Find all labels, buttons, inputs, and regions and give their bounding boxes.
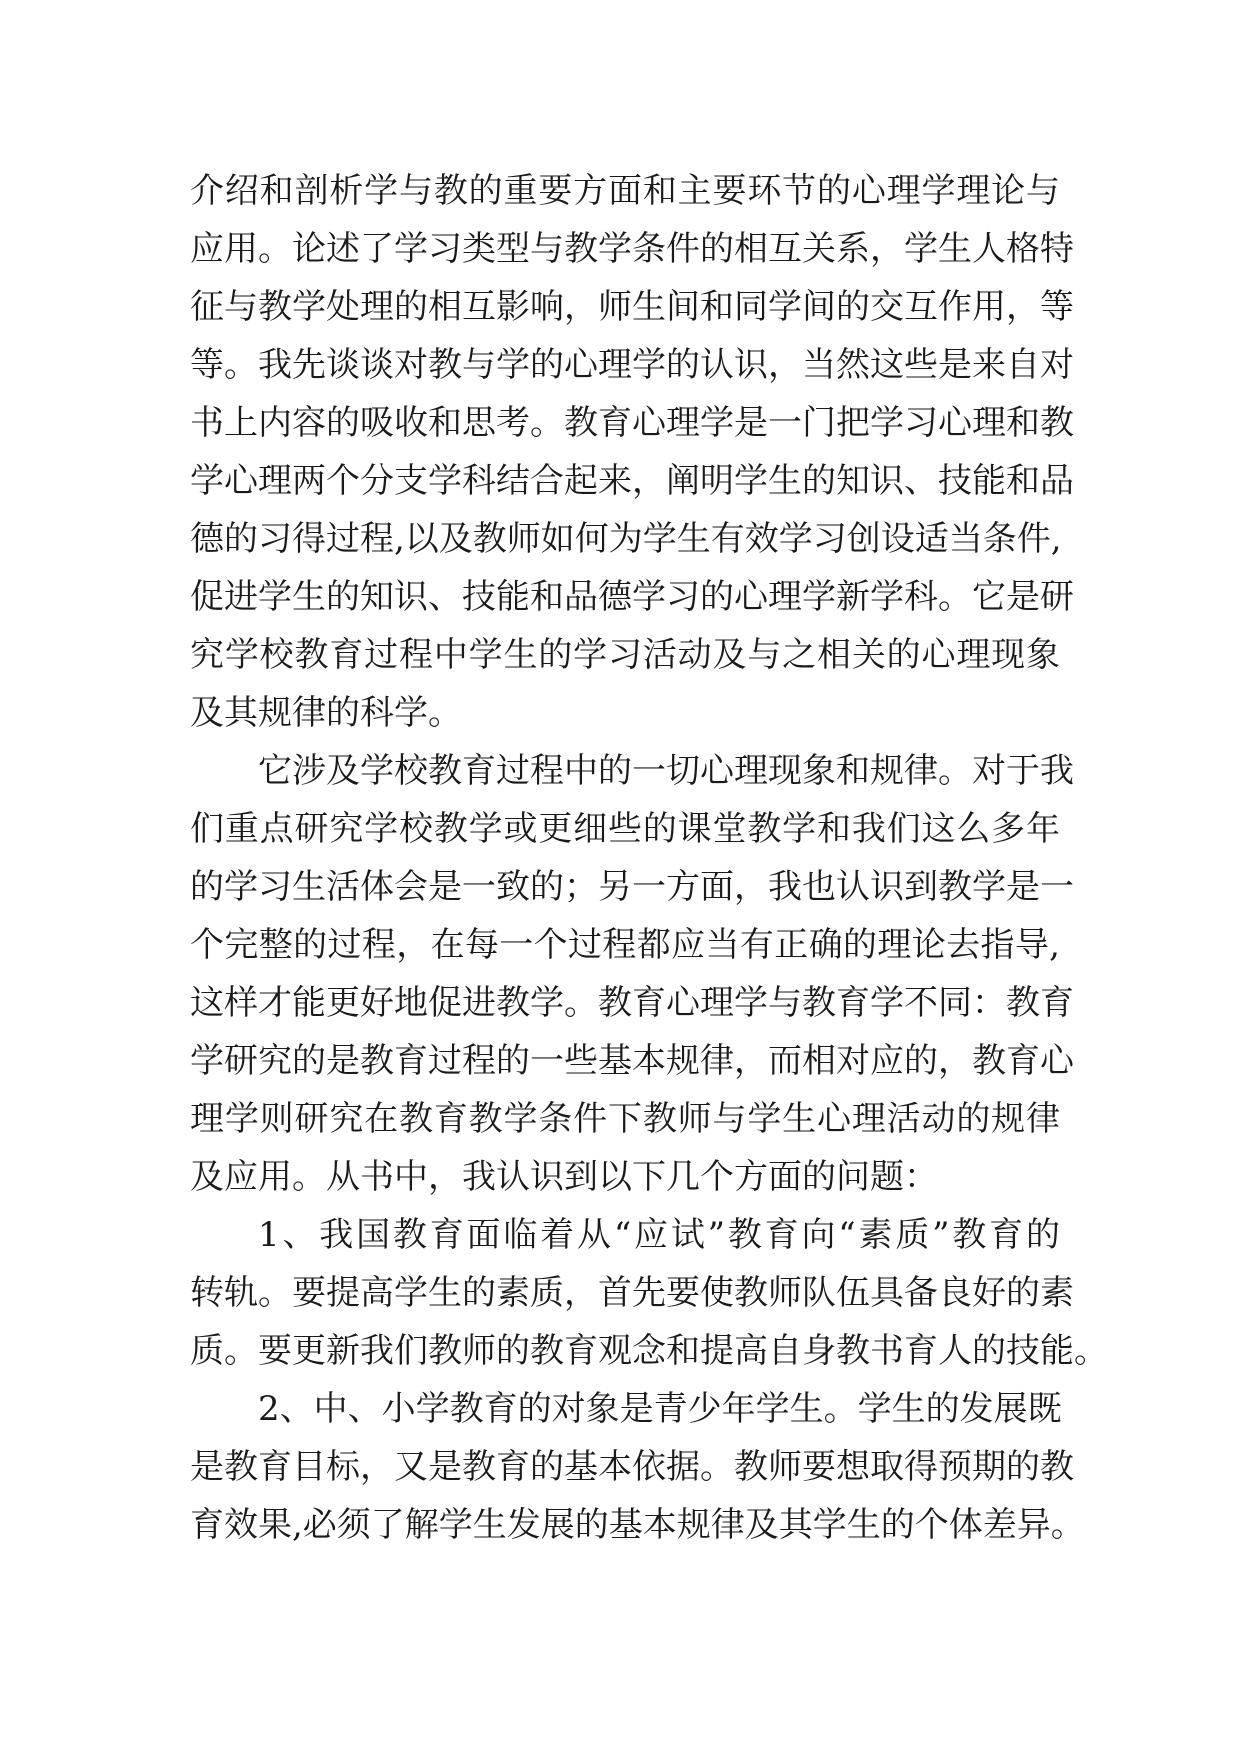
text-line: 这样才能更好地促进教学。教育心理学与教育学不同：教育 (190, 983, 1074, 1023)
text-line: 应用。论述了学习类型与教学条件的相互关系，学生人格特 (190, 229, 1074, 269)
text-line: 的学习生活体会是一致的；另一方面，我也认识到教学是一 (190, 867, 1074, 907)
document-body (190, 162, 1108, 1554)
text-line: 等。我先谈谈对教与学的心理学的认识，当然这些是来自对 (190, 345, 1074, 385)
text-line: 究学校教育过程中学生的学习活动及与之相关的心理现象 (190, 635, 1060, 675)
text-line: 是教育目标，又是教育的基本依据。教师要想取得预期的教 (190, 1447, 1074, 1487)
text-line: 学心理两个分支学科结合起来，阐明学生的知识、技能和品 (190, 461, 1074, 501)
text-line: 转轨。要提高学生的素质，首先要使教师队伍具备良好的素 (190, 1273, 1074, 1313)
text-line: 德的习得过程,以及教师如何为学生有效学习创设适当条件, (190, 519, 1062, 559)
paragraph (190, 162, 1074, 742)
text-line: 育效果,必须了解学生发展的基本规律及其学生的个体差异。 (190, 1505, 1085, 1545)
text-line: 2、中、小学教育的对象是青少年学生。学生的发展既 (258, 1389, 1062, 1429)
text-line: 它涉及学校教育过程中的一切心理现象和规律。对于我 (258, 751, 1074, 791)
text-line: 征与教学处理的相互影响，师生间和同学间的交互作用，等 (190, 287, 1074, 327)
text-line: 学研究的是教育过程的一些基本规律，而相对应的，教育心 (190, 1041, 1074, 1081)
text-line: 们重点研究学校教学或更细些的课堂教学和我们这么多年 (190, 809, 1060, 849)
text-line: 理学则研究在教育教学条件下教师与学生心理活动的规律 (190, 1099, 1060, 1139)
text-line: 书上内容的吸收和思考。教育心理学是一门把学习心理和教 (190, 403, 1074, 443)
paragraph (190, 1206, 1108, 1380)
text-line: 及其规律的科学。 (190, 693, 462, 733)
paragraph (190, 1380, 1085, 1554)
text-line: 促进学生的知识、技能和品德学习的心理学新学科。它是研 (190, 577, 1074, 617)
text-line: 1、我国教育面临着从“应试”教育向“素质”教育的 (258, 1215, 1060, 1255)
text-line: 质。要更新我们教师的教育观念和提高自身教书育人的技能。 (190, 1331, 1108, 1371)
text-line: 介绍和剖析学与教的重要方面和主要环节的心理学理论与 (190, 171, 1060, 211)
text-line: 个完整的过程，在每一个过程都应当有正确的理论去指导, (190, 925, 1060, 965)
text-line: 及应用。从书中，我认识到以下几个方面的问题： (190, 1157, 938, 1197)
paragraph (190, 742, 1074, 1206)
